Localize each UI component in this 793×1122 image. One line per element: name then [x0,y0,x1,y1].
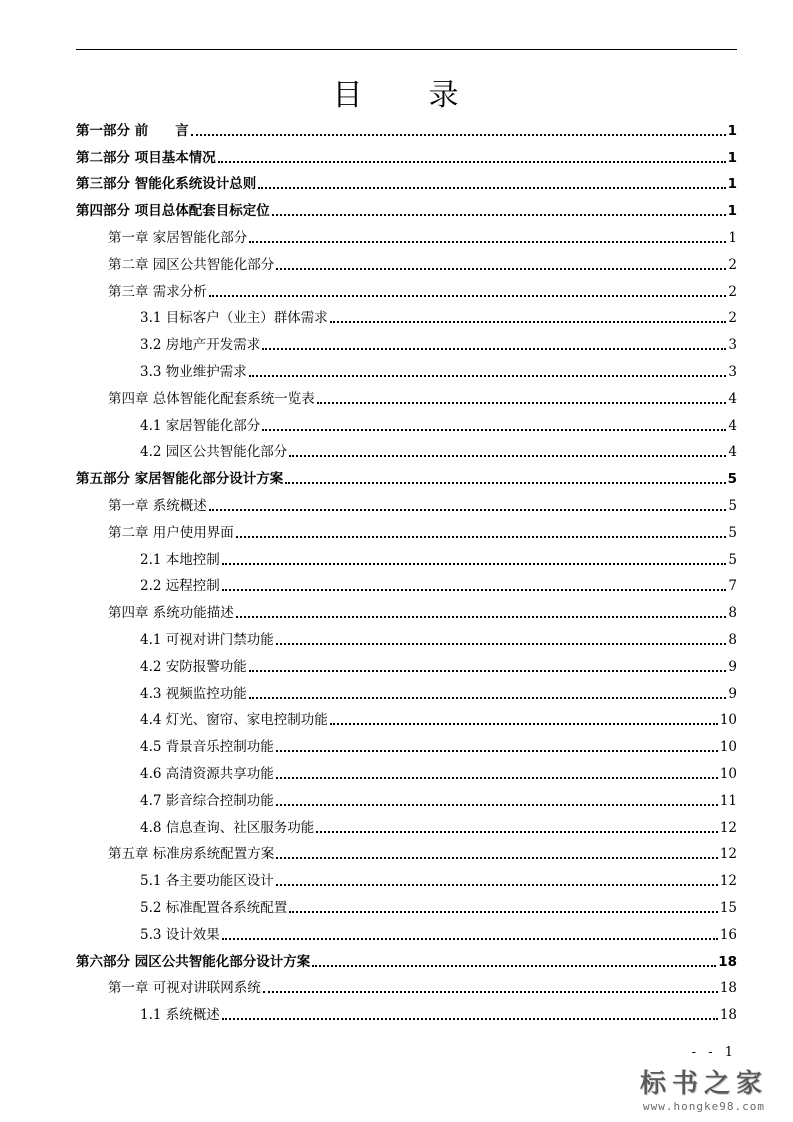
toc-entry-label: 第二章 用户使用界面 [108,524,234,541]
toc-entry-page: 1 [727,203,737,220]
toc-entry-page: 12 [719,819,737,836]
toc-entry-page: 9 [728,685,737,702]
page-number: - - 1 [691,1045,737,1060]
toc-entry-part-3[interactable] [76,167,737,194]
header-rule [76,49,737,50]
toc-entry-part-5[interactable] [76,461,737,488]
toc-entry-label: 3.2 房地产开发需求 [140,337,261,354]
toc-entry-part-2[interactable] [76,140,737,167]
dot-leader [222,563,727,565]
toc-entry-label: 4.7 影音综合控制功能 [140,792,274,809]
toc-entry-label: 1.1 系统概述 [140,1007,220,1024]
toc-entry-label: 第二章 园区公共智能化部分 [108,256,275,273]
dot-leader [258,187,725,189]
toc-entry-page: 4 [728,390,737,407]
watermark-url: www.hongke98.com [643,1100,765,1113]
toc-entry-section[interactable] [76,997,737,1024]
dot-leader [272,214,726,216]
toc-entry-page: 8 [728,631,737,648]
toc-entry-page: 4 [728,444,737,461]
toc-entry-section[interactable] [76,435,737,462]
toc-entry-label: 第三章 需求分析 [108,283,207,300]
toc-entry-label: 第一章 家居智能化部分 [108,229,248,246]
toc-entry-page: 3 [728,363,737,380]
dot-leader [276,804,718,806]
toc-entry-page: 7 [728,578,737,595]
dot-leader [209,509,727,511]
toc-entry-label: 5.1 各主要功能区设计 [140,873,274,890]
toc-entry-label: 4.2 园区公共智能化部分 [140,444,288,461]
dot-leader [218,161,726,163]
dot-leader [285,482,725,484]
watermark-name: 标书之家 [639,1069,768,1099]
dot-leader [312,965,716,967]
dot-leader [262,348,726,350]
dot-leader [330,321,727,323]
toc-entry-section[interactable] [76,327,737,354]
dot-leader [222,938,718,940]
toc-entry-chapter[interactable] [76,274,737,301]
page-title: 目 录 [332,78,461,113]
toc-entry-page: 18 [718,953,737,970]
toc-entry-label: 第一章 系统概述 [108,497,207,514]
toc-entry-label: 第五章 标准房系统配置方案 [108,846,275,863]
toc-entry-page: 2 [728,256,737,273]
toc-entry-label: 4.2 安防报警功能 [140,658,247,675]
toc-entry-page: 3 [728,337,737,354]
toc-entry-section[interactable] [76,569,737,596]
toc-entry-label: 5.3 设计效果 [140,926,220,943]
dot-leader [276,750,718,752]
toc-entry-page: 12 [719,873,737,890]
dot-leader [317,402,727,404]
toc-entry-label: 5.2 标准配置各系统配置 [140,899,288,916]
dot-leader [276,884,718,886]
toc-entry-section[interactable] [76,408,737,435]
dot-leader [289,455,726,457]
toc-entry-page: 1 [727,149,737,166]
dot-leader [222,589,727,591]
toc-entry-chapter[interactable] [76,488,737,515]
dot-leader [249,375,727,377]
toc-entry-label: 第三部分 智能化系统设计总则 [76,176,257,193]
toc-entry-part-1[interactable] [76,113,737,140]
dot-leader [289,911,718,913]
dot-leader [263,991,718,993]
toc-entry-page: 10 [719,765,737,782]
toc-entry-page: 5 [728,524,737,541]
toc-entry-page: 10 [719,712,737,729]
dot-leader [249,697,727,699]
toc-entry-page: 18 [719,1007,737,1024]
toc-entry-label: 2.2 远程控制 [140,578,220,595]
toc-entry-label: 4.4 灯光、窗帘、家电控制功能 [140,712,328,729]
toc-entry-chapter[interactable] [76,971,737,998]
toc-entry-page: 18 [719,980,737,997]
toc-entry-label: 3.3 物业维护需求 [140,363,247,380]
toc-entry-label: 第二部分 项目基本情况 [76,149,216,166]
toc-entry-page: 2 [728,310,737,327]
toc-entry-label: 第四部分 项目总体配套目标定位 [76,203,270,220]
toc-entry-label: 第一章 可视对讲联网系统 [108,980,261,997]
toc-entry-label: 3.1 目标客户（业主）群体需求 [140,310,328,327]
watermark-logo [623,1068,785,1114]
toc-entry-section[interactable] [76,703,737,730]
dot-leader [330,723,718,725]
toc-entry-page: 9 [728,658,737,675]
dot-leader [276,857,718,859]
toc-entry-page: 5 [728,497,737,514]
dot-leader [236,536,727,538]
dot-leader [276,268,726,270]
toc-entry-section[interactable] [76,622,737,649]
dot-leader [316,831,718,833]
dot-leader [249,241,726,243]
dot-leader [236,616,727,618]
toc-entry-label: 第一部分 前 言 [76,122,189,139]
table-of-contents [76,113,737,1024]
dot-leader [262,429,726,431]
toc-entry-label: 4.1 可视对讲门禁功能 [140,631,274,648]
toc-entry-section[interactable] [76,810,737,837]
toc-entry-section[interactable] [76,649,737,676]
toc-entry-label: 第六部分 园区公共智能化部分设计方案 [76,953,311,970]
toc-entry-chapter[interactable] [76,515,737,542]
toc-entry-label: 4.6 高清资源共享功能 [140,765,274,782]
toc-entry-label: 2.1 本地控制 [140,551,220,568]
toc-entry-chapter[interactable] [76,595,737,622]
toc-entry-chapter[interactable] [76,837,737,864]
toc-entry-section[interactable] [76,542,737,569]
toc-entry-section[interactable] [76,756,737,783]
toc-entry-page: 11 [719,792,737,809]
dot-leader [276,777,718,779]
dot-leader [191,134,726,136]
toc-entry-page: 1 [727,122,737,139]
toc-entry-page: 16 [719,926,737,943]
toc-entry-section[interactable] [76,783,737,810]
toc-entry-part-4[interactable] [76,193,737,220]
toc-entry-section[interactable] [76,729,737,756]
toc-entry-page: 4 [728,417,737,434]
toc-entry-chapter[interactable] [76,381,737,408]
toc-entry-chapter[interactable] [76,247,737,274]
toc-entry-page: 2 [728,283,737,300]
toc-entry-page: 10 [719,739,737,756]
toc-entry-page: 1 [728,229,737,246]
toc-entry-label: 第四章 系统功能描述 [108,605,234,622]
dot-leader [276,643,727,645]
toc-entry-section[interactable] [76,301,737,328]
toc-entry-page: 5 [727,471,737,488]
toc-entry-section[interactable] [76,890,737,917]
toc-entry-label: 第四章 总体智能化配套系统一览表 [108,390,315,407]
toc-entry-chapter[interactable] [76,220,737,247]
toc-entry-section[interactable] [76,863,737,890]
toc-entry-page: 1 [727,176,737,193]
toc-entry-part-6[interactable] [76,944,737,971]
toc-entry-section[interactable] [76,676,737,703]
toc-entry-label: 4.8 信息查询、社区服务功能 [140,819,315,836]
dot-leader [222,1018,718,1020]
toc-entry-label: 4.1 家居智能化部分 [140,417,261,434]
toc-entry-label: 第五部分 家居智能化部分设计方案 [76,471,284,488]
toc-entry-page: 5 [728,551,737,568]
toc-entry-page: 12 [719,846,737,863]
toc-entry-section[interactable] [76,354,737,381]
dot-leader [249,670,727,672]
toc-entry-page: 8 [728,605,737,622]
toc-entry-section[interactable] [76,917,737,944]
dot-leader [209,295,727,297]
toc-entry-page: 15 [719,899,737,916]
toc-entry-label: 4.5 背景音乐控制功能 [140,739,274,756]
toc-entry-label: 4.3 视频监控功能 [140,685,247,702]
